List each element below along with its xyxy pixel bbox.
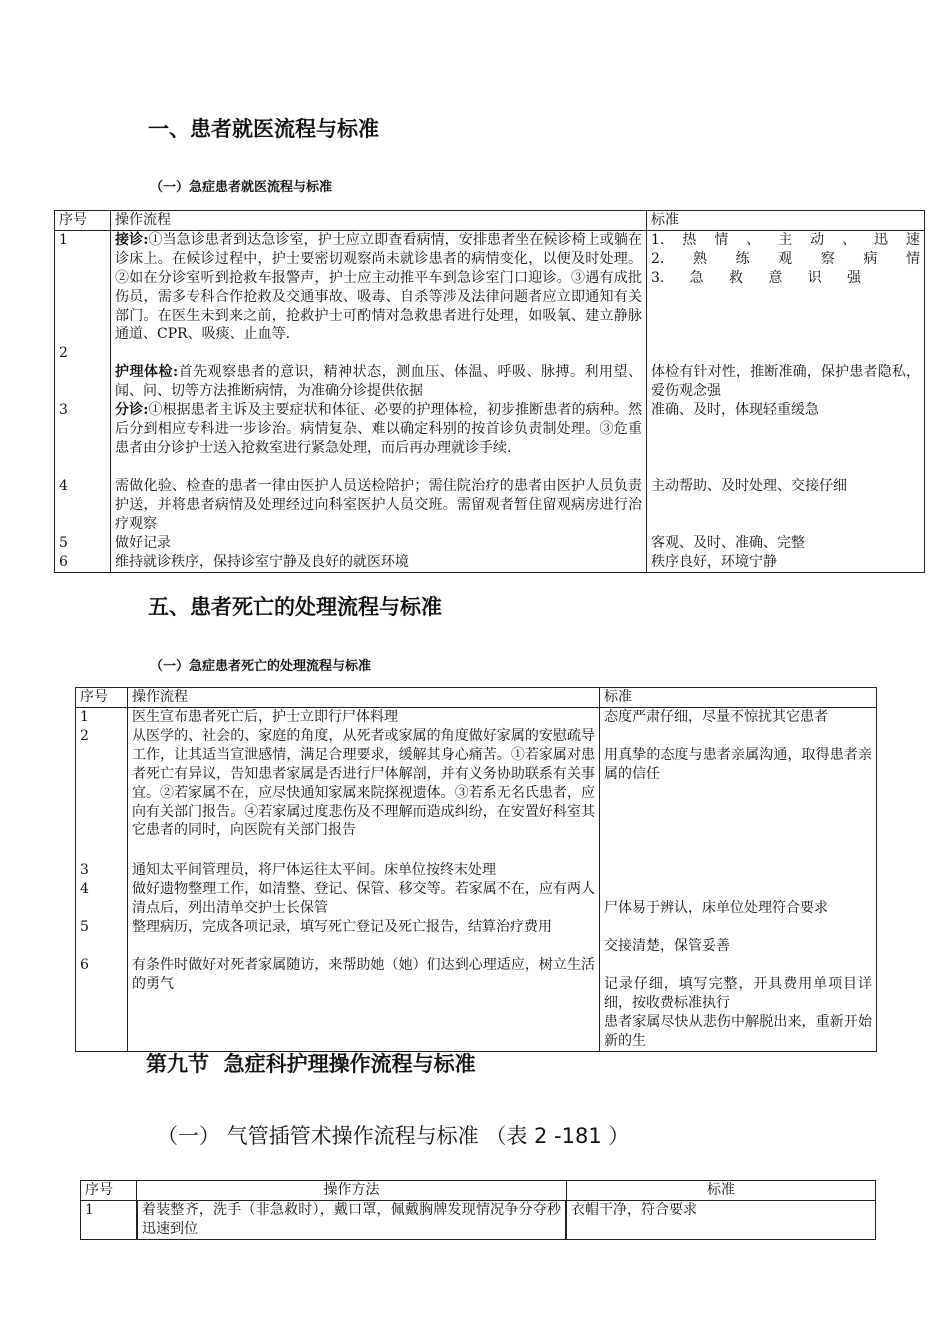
row-number: 5 [80,918,89,935]
row-number: 4 [59,477,68,494]
standard-item: 客观、及时、准确、完整 [651,534,805,551]
table-row [81,1200,876,1240]
step-lead: 护理体检: [115,363,179,380]
section5-title: 五、患者死亡的处理流程与标准 [148,595,442,619]
row-number: 4 [80,880,89,897]
standard-item: 准确、及时，体现轻重缓急 [651,401,819,418]
standard-item: 主动帮助、及时处理、交接仔细 [651,477,847,494]
table-body-row [76,707,877,1051]
standard-item: 态度严肃仔细，尽量不惊扰其它患者 [604,708,828,725]
section9-table [80,1180,876,1240]
step-text: 着装整齐，洗手（非急救时），戴口罩，佩戴胸牌发现情况争分夺秒迅速到位 [137,1201,566,1240]
list-item [115,534,642,553]
row-number: 1 [80,708,89,725]
standard-item [604,880,872,899]
table-body-row [55,230,925,572]
section9-subtitle: （一） 气管插管术操作流程与标准 （表 2 -181 ） [157,1124,630,1148]
section1-title: 一、患者就医流程与标准 [148,117,379,141]
list-item [115,231,642,363]
header-cell: 序号 [55,211,111,231]
standard-item: 记录仔细，填写完整，开具费用单项目详细，按收费标准执行 [604,975,872,1011]
standard-item: 交接清楚，保管妥善 [604,937,730,954]
step-lead: 接诊: [115,231,149,248]
section5-table [75,687,877,1052]
standard-item: 用真挚的态度与患者亲属沟通，取得患者亲属的信任 [604,746,872,782]
standard-item [651,231,920,363]
row-number-column [55,230,111,572]
step-text: 需做化验、检查的患者一律由医护人员送检陪护；需住院治疗的患者由医护人员负责护送，并将患者病情及处理经过向科室医护人员交班。需留观者暂住留观病房进行治疗观察 [115,477,642,532]
list-item [115,477,642,534]
section9-title: 第九节 急症科护理操作流程与标准 [146,1052,476,1076]
step-column [111,230,647,572]
row-number: 6 [59,553,68,570]
list-item [115,553,642,572]
standard-item: 秩序良好，环境宁静 [651,553,777,570]
header-cell: 标准 [600,688,877,708]
standard-item: 尸体易于辨认，床单位处理符合要求 [604,899,828,916]
step-text: ①当急诊患者到达急诊室，护士应立即查看病情，安排患者坐在候诊椅上或躺在诊床上。在候诊过程中，护士要密切观察尚未就诊患者的病情变化，以便及时处理。②如在分诊室听到抢救车报警声，护士应主动推平车到急诊室门口迎诊。③遇有成批伤员，需多专科合作抢救及交通事故、吸毒、自杀等涉及法律问题者应立即通知有关部门。在医生未到来之前，抢救护士可酌情对急救患者进行处理，如吸氧、建立静脉通道、CPR、吸痰、止血等. [115,231,642,343]
step-lead: 分诊: [115,401,149,418]
list-item [115,363,642,401]
list-item [115,401,642,477]
step-text: 做好记录 [115,534,171,551]
list-item: 从医学的、社会的、家庭的角度，从死者或家属的角度做好家属的安慰疏导工作，让其适当宣泄感情，满足合理要求，缓解其身心痛苦。①若家属对患者死亡有异议，告知患者家属是否进行尸体解剖，并有义务协助联系有关事宜。②若家属不在，应尽快通知家属来院探视遗体。③若系无名氏患者，应向有关部门报告。④若家属过度悲伤及不理解而造成纠纷，在安置好科室其它患者的同时，向医院有关部门报告 [132,727,595,839]
standard-column [600,707,877,1051]
step-text: 维持就诊秩序，保持诊室宁静及良好的就医环境 [115,553,409,570]
list-item: 有条件时做好对死者家属随访，来帮助她（她）们达到心理适应，树立生活的勇气 [132,956,595,992]
step-text: ①根据患者主诉及主要症状和体征、必要的护理体检，初步推断患者的病种。然后分到相应专科进一步诊治。病情复杂、难以确定科别的按首诊负责制处理。③危重患者由分诊护士送入抢救室进行紧急处理，而后再办理就诊手续. [115,401,642,456]
row-number-column [76,707,128,1051]
list-item: 医生宣布患者死亡后，护士立即行尸体料理 [132,708,398,725]
standard-item: 衣帽干净，符合要求 [567,1200,876,1240]
standard-line: 3.急救意识强 [651,269,861,286]
table-header-row [81,1181,876,1201]
header-cell: 操作流程 [128,688,600,708]
step-text: 首先观察患者的意识，精神状态，测血压、体温、呼吸、脉搏。利用望、闻、问、切等方法推断病情，为准确分诊提供依据 [115,363,643,399]
header-cell: 标准 [567,1181,876,1201]
section1-table [54,210,925,573]
header-cell: 标准 [647,211,925,231]
standard-item: 患者家属尽快从悲伤中解脱出来，重新开始新的生 [604,1013,872,1049]
header-cell: 序号 [76,688,128,708]
standard-column [647,230,925,572]
table-header-row [55,211,925,231]
step-column [128,707,600,1051]
header-cell: 序号 [81,1181,137,1201]
row-number: 3 [80,861,89,878]
row-number: 5 [59,534,68,551]
standard-line: 1.热情、主动、迅速 [651,231,920,248]
section1-subtitle: （一）急症患者就医流程与标准 [150,180,333,195]
table-header-row [76,688,877,708]
list-item: 通知太平间管理员，将尸体运往太平间。床单位按终末处理 [132,861,496,878]
row-number: 1 [59,231,68,248]
header-cell: 操作方法 [137,1181,567,1201]
row-number: 6 [80,956,89,973]
row-number: 2 [59,344,68,361]
list-item: 做好遗物整理工作，如清整、登记、保管、移交等。若家属不在，应有两人清点后，列出清单交护士长保管 [132,880,595,916]
header-cell: 操作流程 [111,211,647,231]
row-number: 1 [81,1200,137,1240]
standard-item: 体检有针对性，推断准确，保护患者隐私，爱伤观念强 [651,363,920,399]
section5-subtitle: （一）急症患者死亡的处理流程与标准 [150,659,372,674]
row-number: 3 [59,401,68,418]
standard-line: 2.熟练观察病情 [651,250,920,267]
list-item: 整理病历，完成各项记录，填写死亡登记及死亡报告，结算治疗费用 [132,918,552,935]
row-number: 2 [80,727,89,744]
